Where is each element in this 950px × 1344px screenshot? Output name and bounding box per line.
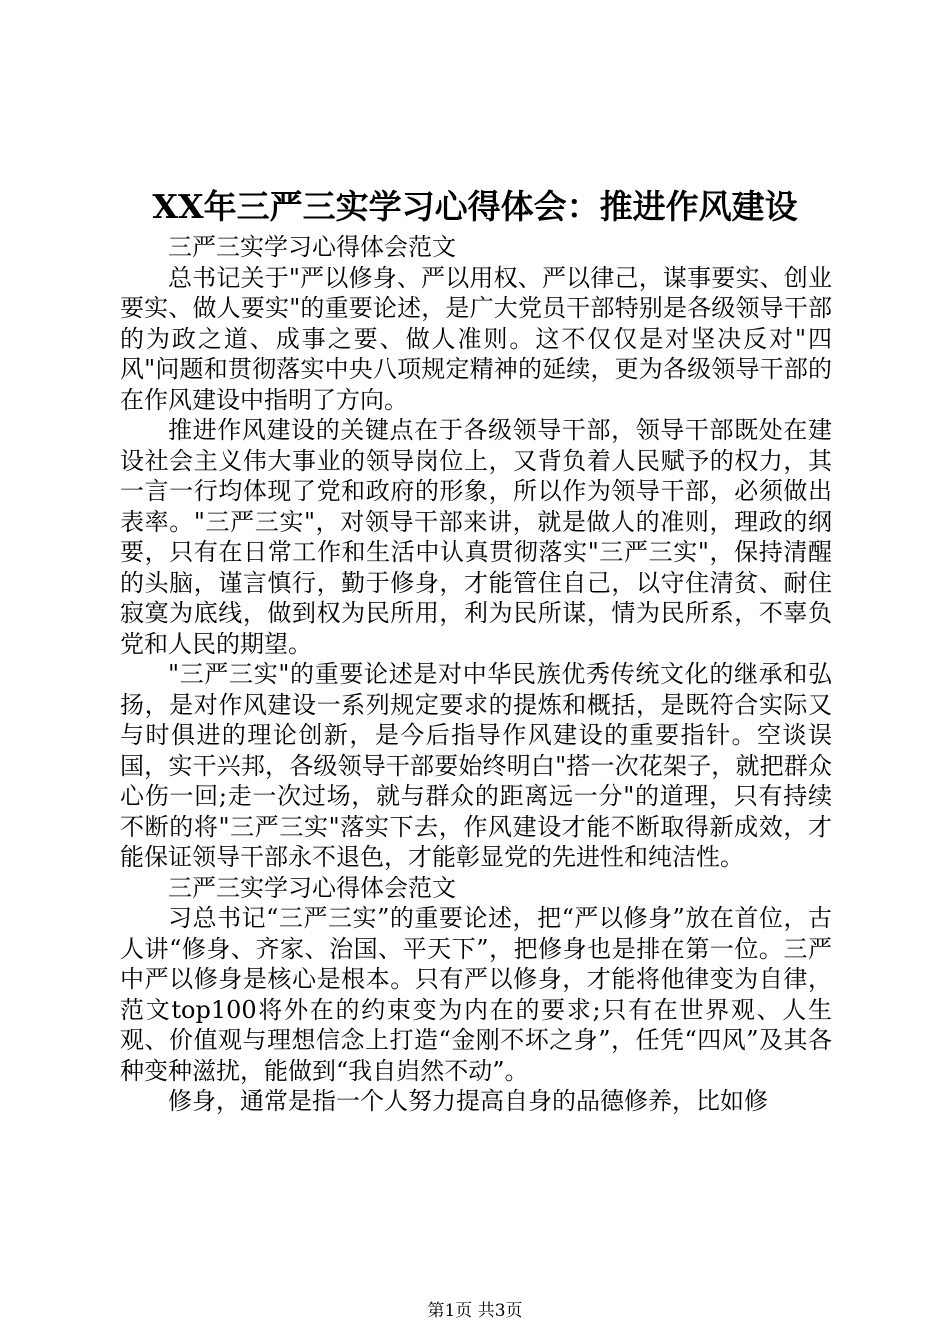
paragraph: 修身，通常是指一个人努力提高自身的品德修养，比如修 bbox=[168, 1087, 768, 1115]
paragraph: 习总书记“三严三实”的重要论述，把“严以修身”放在首位，古人讲“修身、齐家、治国、平天下”，把修身也是排在第一位。三严中严以修身是核心是根本。只有严以修身，才能将他律变为自律，范文top100将外在的约束变为内在的要求;只有在世界观、人生观、价值观与理想信念上打造“金刚不坏之身”，任凭“四风”及其各种变种滋扰，能做到“我自岿然不动”。 bbox=[120, 904, 832, 1085]
page-number-footer: 第1页 共3页 bbox=[427, 1301, 523, 1321]
paragraph: 推进作风建设的关键点在于各级领导干部，领导干部既处在建设社会主义伟大事业的领导岗位上，又背负着人民赋予的权力，其一言一行均体现了党和政府的形象，所以作为领导干部，必须做出表率。"三严三实"，对领导干部来讲，就是做人的准则，理政的纲要，只有在日常工作和生活中认真贯彻落实"三严三实"，保持清醒的头脑，谨言慎行，勤于修身，才能管住自己，以守住清贫、耐住寂寞为底线，做到权为民所用，利为民所谋，情为民所系，不辜负党和人民的期望。 bbox=[120, 416, 832, 658]
paragraph-subtitle: 三严三实学习心得体会范文 bbox=[168, 873, 456, 902]
paragraph: "三严三实"的重要论述是对中华民族优秀传统文化的继承和弘扬，是对作风建设一系列规定要求的提炼和概括，是既符合实际又与时俱进的理论创新，是今后指导作风建设的重要指针。空谈误国，实干兴邦，各级领导干部要始终明白"搭一次花架子，就把群众心伤一回;走一次过场，就与群众的距离远一分"的道理，只有持续不断的将"三严三实"落实下去，作风建设才能不断取得新成效，才能保证领导干部永不退色，才能彰显党的先进性和纯洁性。 bbox=[120, 660, 832, 871]
paragraph-subtitle: 三严三实学习心得体会范文 bbox=[168, 233, 456, 261]
document-body bbox=[120, 232, 832, 1117]
paragraph: 总书记关于"严以修身、严以用权、严以律己，谋事要实、创业要实、做人要实"的重要论述，是广大党员干部特别是各级领导干部的为政之道、成事之要、做人准则。这不仅仅是对坚决反对"四风"问题和贯彻落实中央八项规定精神的延续，更为各级领导干部的在作风建设中指明了方向。 bbox=[120, 263, 832, 414]
document-title: XX年三严三实学习心得体会：推进作风建设 bbox=[152, 187, 798, 226]
